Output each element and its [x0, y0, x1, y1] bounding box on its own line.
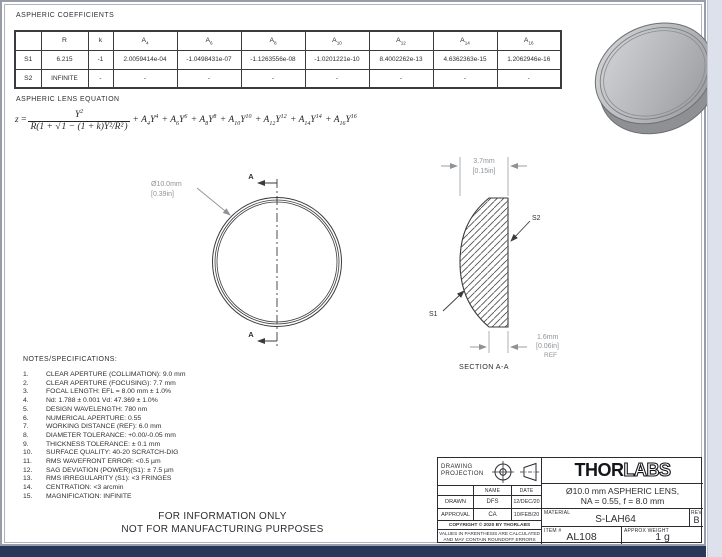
equation-equals: = [21, 115, 27, 125]
approval-date-value: 10/FEB/20 [511, 508, 541, 520]
equation-term: + $A_8Y^8$ [188, 113, 217, 127]
equation-term: + $A_6Y^6$ [159, 113, 188, 127]
material-label: MATERIAL [544, 510, 571, 516]
note-text: RMS IRREGULARITY (S1): <3 FRINGES [46, 475, 172, 483]
coeff-value-cell: -1.1263556e-08 [241, 50, 305, 69]
note-number: 4. [23, 397, 29, 405]
coeff-value-cell: 4.6362363e-15 [433, 50, 497, 69]
note-item [23, 441, 343, 450]
radical-sign: √ [55, 122, 61, 133]
notes-list [23, 371, 343, 502]
item-number-cell [541, 526, 621, 544]
equation-term: + $A_4Y^4$ [132, 113, 159, 127]
note-text: CENTRATION: <3 arcmin [46, 484, 124, 492]
approval-name-value: CA [473, 508, 511, 520]
diameter-dimension-mm: Ø10.0mm [151, 181, 182, 188]
surface-row-label: S2 [15, 69, 41, 88]
note-item [23, 423, 343, 432]
coeff-column-header: $A_4$ [113, 31, 177, 50]
drawn-date-value: 12/DEC/20 [511, 495, 541, 508]
coeff-value-cell: 2.0059414e-04 [113, 50, 177, 69]
coeff-value-cell: - [177, 69, 241, 88]
coeff-column-header: $A_{10}$ [305, 31, 369, 50]
name-column-header: NAME [473, 485, 511, 495]
note-item [23, 475, 343, 484]
coeff-value-cell: - [497, 69, 561, 88]
thickness-dimension-mm: 3.7mm [473, 158, 495, 165]
header-blank-cell [438, 485, 473, 495]
note-text: CLEAR APERTURE (COLLIMATION): 9.0 mm [46, 371, 186, 378]
coeff-value-cell: 1.2062946e-16 [497, 50, 561, 69]
surface-row-label: S1 [15, 50, 41, 69]
coeff-column-header: $A_8$ [241, 31, 305, 50]
note-number: 12. [23, 466, 33, 474]
note-item [23, 380, 343, 389]
section-caption: SECTION A-A [459, 362, 509, 371]
thickness-dimension-in: [0.15in] [472, 168, 496, 175]
footer-line2: NOT FOR MANUFACTURING PURPOSES [121, 523, 324, 535]
title-block [437, 457, 702, 543]
coeff-value-cell: - [369, 69, 433, 88]
edge-dimension-ref: REF [544, 352, 557, 359]
item-number-value: AL108 [566, 531, 597, 543]
note-text: SAG DEVIATION (POWER)(S1): ± 7.5 µm [46, 466, 174, 474]
equation-terms [132, 113, 357, 126]
equation-term: + $A_{14}Y^{14}$ [287, 113, 322, 127]
material-value: S-LAH64 [595, 514, 636, 525]
equation-term: + $A_{10}Y^{10}$ [217, 113, 252, 127]
note-number: 2. [23, 379, 29, 387]
diameter-dimension-in: [0.39in] [151, 191, 174, 198]
note-number: 3. [23, 388, 29, 396]
note-item [23, 467, 343, 476]
note-item [23, 415, 343, 424]
coeff-column-header: $A_6$ [177, 31, 241, 50]
section-letter-top: A [248, 172, 254, 181]
coeff-value-cell: - [88, 69, 113, 88]
coeff-value-cell: - [113, 69, 177, 88]
surface1-label: S1 [429, 311, 438, 318]
drawn-row-label: DRAWN [438, 495, 473, 508]
note-number: 10. [23, 449, 33, 457]
coefficients-table [14, 30, 562, 89]
note-number: 15. [23, 492, 33, 500]
section-letter-bottom: A [248, 330, 254, 339]
coeff-value-cell: -1 [88, 50, 113, 69]
note-number: 1. [23, 371, 29, 378]
note-item [23, 388, 343, 397]
note-item [23, 484, 343, 493]
coeff-column-header: $A_{14}$ [433, 31, 497, 50]
radicand: 1 − (1 + k)Y²/R² [61, 122, 124, 133]
note-item [23, 406, 343, 415]
note-text: WORKING DISTANCE (REF): 6.0 mm [46, 423, 162, 431]
equation-denominator: R(1 + √1 − (1 + k)Y²/R²) [30, 122, 128, 133]
coeff-value-cell: 6.215 [41, 50, 88, 69]
drawn-name-value: DFS [473, 495, 511, 508]
rev-value: B [693, 515, 700, 525]
note-number: 11. [23, 458, 32, 466]
lens-equation [15, 103, 357, 137]
note-item [23, 432, 343, 441]
third-angle-projection-icon [490, 459, 540, 485]
note-text: RMS WAVEFRONT ERROR: <0.5 µm [46, 458, 161, 466]
note-item [23, 371, 343, 380]
note-item [23, 397, 343, 406]
equation-numerator: $Y^2$ [74, 109, 84, 121]
coeff-value-cell: - [305, 69, 369, 88]
date-column-header: DATE [511, 485, 541, 495]
note-text: DESIGN WAVELENGTH: 780 nm [46, 405, 148, 413]
item-number-label: ITEM # [544, 528, 562, 534]
equation-heading: ASPHERIC LENS EQUATION [16, 96, 120, 103]
coeff-column-header: k [88, 31, 113, 50]
coeff-column-header [15, 31, 41, 50]
rev-label: REV [691, 510, 702, 516]
part-title-line1: Ø10.0 mm ASPHERIC LENS, [565, 485, 680, 496]
note-text: DIAMETER TOLERANCE: +0.00/-0.05 mm [46, 431, 176, 439]
note-text: CLEAR APERTURE (FOCUSING): 7.7 mm [46, 379, 176, 387]
edge-dimension-in: [0.06in] [536, 343, 559, 350]
note-number: 5. [23, 405, 29, 413]
coefficients-table-grid [14, 30, 562, 89]
note-number: 14. [23, 484, 33, 492]
coeff-value-cell: -1.0498431e-07 [177, 50, 241, 69]
equation-lhs: z [15, 115, 19, 125]
notes-heading: NOTES/SPECIFICATIONS: [23, 356, 118, 363]
coeff-column-header: $A_{12}$ [369, 31, 433, 50]
weight-cell [621, 526, 703, 544]
weight-label: APPROX WEIGHT [624, 528, 669, 534]
equation-fraction [28, 107, 129, 132]
projection-symbols [488, 458, 541, 485]
part-title-line2: NA = 0.55, f = 8.0 mm [580, 496, 665, 506]
edge-dimension-mm: 1.6mm [537, 334, 559, 341]
weight-value: 1 g [655, 531, 670, 543]
drawing-projection-label: DRAWING PROJECTION [441, 464, 484, 477]
footer-disclaimer [55, 511, 390, 536]
note-text: SURFACE QUALITY: 40-20 SCRATCH-DIG [46, 449, 179, 457]
coeff-value-cell: -1.0201221e-10 [305, 50, 369, 69]
note-number: 8. [23, 431, 29, 439]
coeff-column-header: R [41, 31, 88, 50]
material-cell [541, 508, 689, 526]
note-item [23, 449, 343, 458]
note-number: 13. [23, 475, 33, 483]
copyright-notice: COPYRIGHT © 2020 BY THORLABS [438, 520, 541, 529]
coeff-value-cell: INFINITE [41, 69, 88, 88]
part-title [541, 483, 703, 508]
surface2-label: S2 [532, 215, 541, 222]
note-number: 6. [23, 414, 29, 422]
coeff-value-cell: 8.4002262e-13 [369, 50, 433, 69]
note-number: 9. [23, 440, 29, 448]
coefficients-heading: ASPHERIC COEFFICIENTS [16, 12, 115, 19]
note-text: NUMERICAL APERTURE: 0.55 [46, 414, 142, 422]
parenthesis-disclaimer: VALUES IN PARENTHESIS ARE CALCULATED AND MAY CONTAIN ROUNDOFF ERRORS [438, 529, 541, 544]
viewer-bottom-bar [0, 546, 706, 557]
coeff-column-header: $A_{16}$ [497, 31, 561, 50]
note-number: 7. [23, 423, 29, 431]
rev-cell [689, 508, 703, 526]
note-item [23, 458, 343, 467]
viewer-right-strip [707, 0, 722, 557]
equation-term: + $A_{16}Y^{16}$ [322, 113, 357, 127]
note-text: FOCAL LENGTH: EFL = 8.00 mm ± 1.0% [46, 388, 172, 396]
note-item [23, 493, 343, 502]
thorlabs-logo: THORLABS [541, 458, 703, 483]
coeff-value-cell: - [241, 69, 305, 88]
note-text: THICKNESS TOLERANCE: ± 0.1 mm [46, 440, 161, 448]
note-text: Nd: 1.788 ± 0.001 Vd: 47.369 ± 1.0% [46, 397, 158, 405]
footer-line1: FOR INFORMATION ONLY [158, 511, 287, 522]
equation-term: + $A_{12}Y^{12}$ [252, 113, 287, 127]
approval-row-label: APPROVAL [438, 508, 473, 520]
coeff-value-cell: - [433, 69, 497, 88]
note-text: MAGNIFICATION: INFINITE [46, 492, 132, 500]
